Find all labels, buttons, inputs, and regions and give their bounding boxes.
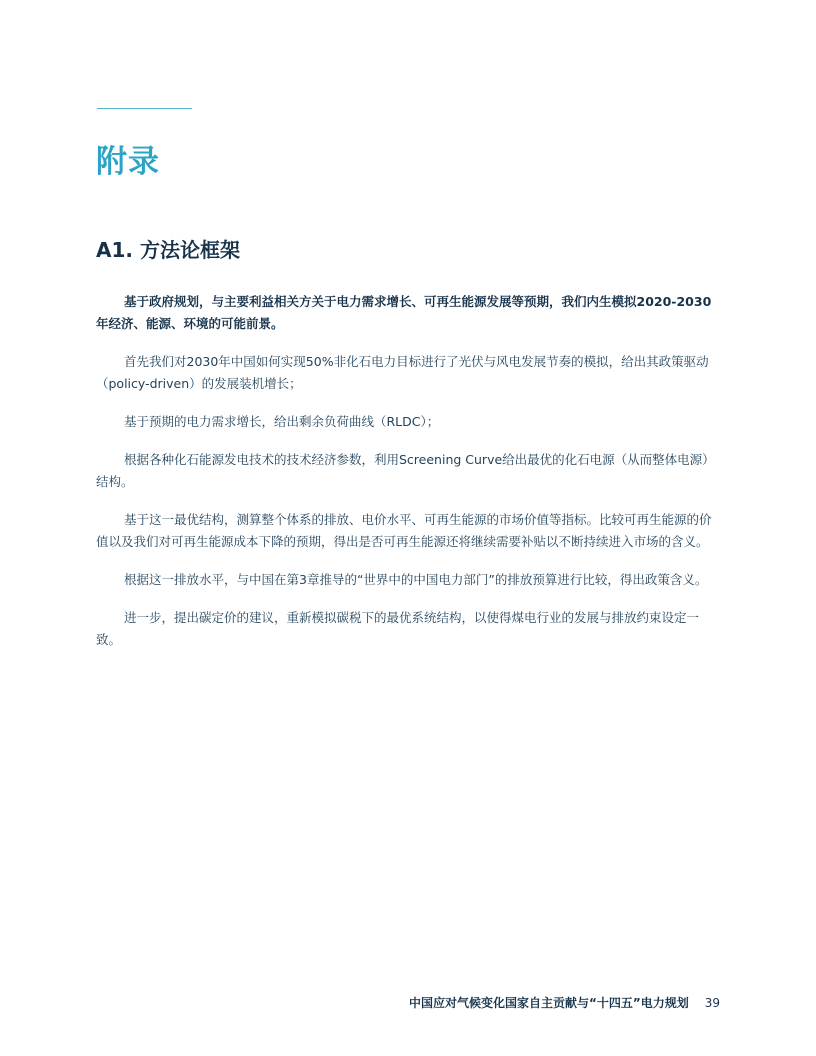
footer-title: 中国应对气候变化国家自主贡献与“十四五”电力规划: [408, 996, 689, 1010]
top-accent-rule: [97, 108, 192, 109]
paragraph-5: 根据这一排放水平，与中国在第3章推导的“世界中的中国电力部门”的排放预算进行比较，得出政策含义。: [124, 572, 708, 587]
page-number: 39: [704, 996, 720, 1010]
chapter-title: 附录: [96, 144, 160, 180]
section-title: A1. 方法论框架: [96, 238, 240, 262]
paragraph-2: 基于预期的电力需求增长，给出剩余负荷曲线（RLDC）；: [124, 414, 440, 429]
paragraph-4: 基于这一最优结构，测算整个体系的排放、电价水平、可再生能源的市场价值等指标。比较可再生能源的价值以及我们对可再生能源成本下降的预期，得出是否可再生能源还将继续需要补贴以不断持续进入市场的含义。: [96, 512, 712, 549]
lead-paragraph: 基于政府规划，与主要利益相关方关于电力需求增长、可再生能源发展等预期，我们内生模拟2020-2030年经济、能源、环境的可能前景。: [96, 294, 712, 331]
paragraph-1: 首先我们对2030年中国如何实现50%非化石电力目标进行了光伏与风电发展节奏的模拟，给出其政策驱动（policy-driven）的发展装机增长；: [96, 354, 709, 391]
body-text: [96, 291, 720, 667]
page-footer: [409, 994, 720, 1012]
paragraph-6: 进一步，提出碳定价的建议，重新模拟碳税下的最优系统结构，以使得煤电行业的发展与排放约束设定一致。: [96, 610, 700, 647]
paragraph-3: 根据各种化石能源发电技术的技术经济参数，利用Screening Curve给出最优的化石电源（从而整体电源）结构。: [96, 452, 715, 489]
